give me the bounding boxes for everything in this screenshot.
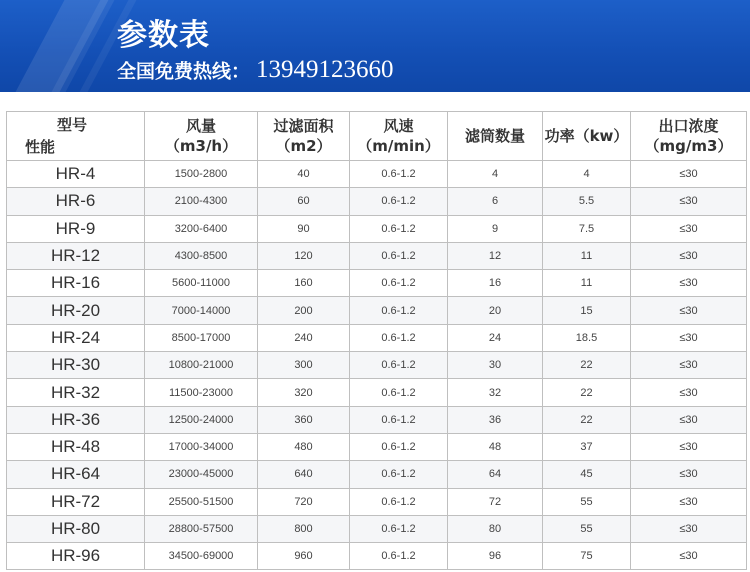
outlet-concentration-cell: ≤30 bbox=[631, 543, 747, 570]
power-cell: 18.5 bbox=[543, 324, 631, 351]
model-cell: HR-20 bbox=[7, 297, 145, 324]
power-cell: 4 bbox=[543, 161, 631, 188]
table-row bbox=[7, 242, 747, 269]
airflow-cell: 34500-69000 bbox=[145, 543, 258, 570]
filter-area-cell: 40 bbox=[258, 161, 350, 188]
airflow-header-label: 风量 bbox=[185, 117, 216, 135]
cartridge-count-cell: 9 bbox=[448, 215, 543, 242]
model-cell: HR-9 bbox=[7, 215, 145, 242]
filter-area-cell: 960 bbox=[258, 543, 350, 570]
model-cell: HR-72 bbox=[7, 488, 145, 515]
filter-area-cell: 480 bbox=[258, 433, 350, 460]
table-row bbox=[7, 488, 747, 515]
wind-speed-cell: 0.6-1.2 bbox=[350, 461, 448, 488]
outlet-concentration-cell: ≤30 bbox=[631, 297, 747, 324]
cartridge-count-header: 滤筒数量 bbox=[448, 112, 543, 161]
wind-speed-cell: 0.6-1.2 bbox=[350, 215, 448, 242]
power-header: 功率（kw） bbox=[543, 112, 631, 161]
model-cell: HR-64 bbox=[7, 461, 145, 488]
cartridge-count-cell: 6 bbox=[448, 188, 543, 215]
outlet-concentration-cell: ≤30 bbox=[631, 324, 747, 351]
table-row bbox=[7, 515, 747, 542]
table-row bbox=[7, 270, 747, 297]
filter-area-cell: 360 bbox=[258, 406, 350, 433]
spec-table bbox=[6, 111, 747, 570]
airflow-cell: 4300-8500 bbox=[145, 242, 258, 269]
cartridge-count-cell: 20 bbox=[448, 297, 543, 324]
airflow-header-unit: （m3/h） bbox=[164, 137, 238, 155]
model-cell: HR-36 bbox=[7, 406, 145, 433]
filter-area-cell: 320 bbox=[258, 379, 350, 406]
outlet-concentration-cell: ≤30 bbox=[631, 215, 747, 242]
power-cell: 45 bbox=[543, 461, 631, 488]
filter-area-cell: 720 bbox=[258, 488, 350, 515]
airflow-cell: 11500-23000 bbox=[145, 379, 258, 406]
filter-area-cell: 200 bbox=[258, 297, 350, 324]
hotline bbox=[117, 56, 394, 84]
wind-speed-header-label: 风速 bbox=[383, 117, 414, 135]
outlet-concentration-cell: ≤30 bbox=[631, 188, 747, 215]
wind-speed-cell: 0.6-1.2 bbox=[350, 188, 448, 215]
cartridge-count-cell: 4 bbox=[448, 161, 543, 188]
cartridge-count-cell: 48 bbox=[448, 433, 543, 460]
filter-area-header-unit: （m2） bbox=[275, 137, 332, 155]
outlet-concentration-cell: ≤30 bbox=[631, 461, 747, 488]
cartridge-count-cell: 32 bbox=[448, 379, 543, 406]
filter-area-cell: 60 bbox=[258, 188, 350, 215]
outlet-header-unit: （mg/m3） bbox=[644, 137, 733, 155]
airflow-cell: 7000-14000 bbox=[145, 297, 258, 324]
corner-header bbox=[7, 112, 145, 161]
airflow-cell: 3200-6400 bbox=[145, 215, 258, 242]
table-row bbox=[7, 324, 747, 351]
outlet-header-label: 出口浓度 bbox=[658, 117, 719, 135]
model-cell: HR-4 bbox=[7, 161, 145, 188]
wind-speed-cell: 0.6-1.2 bbox=[350, 352, 448, 379]
model-cell: HR-6 bbox=[7, 188, 145, 215]
airflow-cell: 17000-34000 bbox=[145, 433, 258, 460]
filter-area-cell: 800 bbox=[258, 515, 350, 542]
model-header: 型号 bbox=[57, 116, 88, 134]
cartridge-count-cell: 96 bbox=[448, 543, 543, 570]
power-cell: 37 bbox=[543, 433, 631, 460]
filter-area-cell: 300 bbox=[258, 352, 350, 379]
outlet-concentration-cell: ≤30 bbox=[631, 270, 747, 297]
hotline-label: 全国免费热线： bbox=[117, 60, 251, 83]
wind-speed-cell: 0.6-1.2 bbox=[350, 515, 448, 542]
wind-speed-cell: 0.6-1.2 bbox=[350, 297, 448, 324]
airflow-cell: 1500-2800 bbox=[145, 161, 258, 188]
power-cell: 55 bbox=[543, 515, 631, 542]
power-cell: 11 bbox=[543, 242, 631, 269]
power-cell: 22 bbox=[543, 352, 631, 379]
wind-speed-cell: 0.6-1.2 bbox=[350, 406, 448, 433]
outlet-concentration-header bbox=[631, 112, 747, 161]
cartridge-count-cell: 72 bbox=[448, 488, 543, 515]
power-cell: 15 bbox=[543, 297, 631, 324]
filter-area-cell: 160 bbox=[258, 270, 350, 297]
outlet-concentration-cell: ≤30 bbox=[631, 406, 747, 433]
cartridge-count-cell: 80 bbox=[448, 515, 543, 542]
wind-speed-cell: 0.6-1.2 bbox=[350, 379, 448, 406]
wind-speed-cell: 0.6-1.2 bbox=[350, 242, 448, 269]
airflow-cell: 23000-45000 bbox=[145, 461, 258, 488]
airflow-cell: 5600-11000 bbox=[145, 270, 258, 297]
model-cell: HR-30 bbox=[7, 352, 145, 379]
wind-speed-cell: 0.6-1.2 bbox=[350, 161, 448, 188]
table-row bbox=[7, 188, 747, 215]
table-row bbox=[7, 215, 747, 242]
wind-speed-cell: 0.6-1.2 bbox=[350, 324, 448, 351]
model-cell: HR-12 bbox=[7, 242, 145, 269]
cartridge-count-cell: 16 bbox=[448, 270, 543, 297]
filter-area-header bbox=[258, 112, 350, 161]
power-cell: 22 bbox=[543, 379, 631, 406]
header-banner bbox=[0, 0, 750, 92]
outlet-concentration-cell: ≤30 bbox=[631, 352, 747, 379]
outlet-concentration-cell: ≤30 bbox=[631, 433, 747, 460]
cartridge-count-cell: 36 bbox=[448, 406, 543, 433]
table-row bbox=[7, 433, 747, 460]
airflow-cell: 28800-57500 bbox=[145, 515, 258, 542]
model-cell: HR-48 bbox=[7, 433, 145, 460]
airflow-cell: 8500-17000 bbox=[145, 324, 258, 351]
model-cell: HR-24 bbox=[7, 324, 145, 351]
wind-speed-cell: 0.6-1.2 bbox=[350, 433, 448, 460]
wind-speed-header-unit: （m/min） bbox=[357, 137, 440, 155]
cartridge-count-cell: 12 bbox=[448, 242, 543, 269]
spec-table-container bbox=[6, 111, 746, 570]
wind-speed-cell: 0.6-1.2 bbox=[350, 488, 448, 515]
outlet-concentration-cell: ≤30 bbox=[631, 515, 747, 542]
table-row bbox=[7, 297, 747, 324]
filter-area-header-label: 过滤面积 bbox=[273, 117, 334, 135]
airflow-cell: 2100-4300 bbox=[145, 188, 258, 215]
page-title: 参数表 bbox=[117, 18, 210, 53]
table-row bbox=[7, 461, 747, 488]
model-cell: HR-80 bbox=[7, 515, 145, 542]
table-row bbox=[7, 379, 747, 406]
table-row bbox=[7, 161, 747, 188]
filter-area-cell: 90 bbox=[258, 215, 350, 242]
airflow-cell: 10800-21000 bbox=[145, 352, 258, 379]
model-cell: HR-32 bbox=[7, 379, 145, 406]
table-row bbox=[7, 352, 747, 379]
outlet-concentration-cell: ≤30 bbox=[631, 379, 747, 406]
wind-speed-header bbox=[350, 112, 448, 161]
airflow-header bbox=[145, 112, 258, 161]
outlet-concentration-cell: ≤30 bbox=[631, 488, 747, 515]
cartridge-count-cell: 64 bbox=[448, 461, 543, 488]
wind-speed-cell: 0.6-1.2 bbox=[350, 270, 448, 297]
outlet-concentration-cell: ≤30 bbox=[631, 242, 747, 269]
power-cell: 75 bbox=[543, 543, 631, 570]
performance-header: 性能 bbox=[25, 138, 56, 156]
cartridge-count-cell: 24 bbox=[448, 324, 543, 351]
model-cell: HR-16 bbox=[7, 270, 145, 297]
wind-speed-cell: 0.6-1.2 bbox=[350, 543, 448, 570]
airflow-cell: 12500-24000 bbox=[145, 406, 258, 433]
outlet-concentration-cell: ≤30 bbox=[631, 161, 747, 188]
filter-area-cell: 240 bbox=[258, 324, 350, 351]
filter-area-cell: 120 bbox=[258, 242, 350, 269]
power-cell: 7.5 bbox=[543, 215, 631, 242]
power-cell: 11 bbox=[543, 270, 631, 297]
power-cell: 5.5 bbox=[543, 188, 631, 215]
cartridge-count-cell: 30 bbox=[448, 352, 543, 379]
filter-area-cell: 640 bbox=[258, 461, 350, 488]
table-row bbox=[7, 406, 747, 433]
power-cell: 22 bbox=[543, 406, 631, 433]
power-cell: 55 bbox=[543, 488, 631, 515]
table-row bbox=[7, 543, 747, 570]
table-header-row bbox=[7, 112, 747, 161]
airflow-cell: 25500-51500 bbox=[145, 488, 258, 515]
model-cell: HR-96 bbox=[7, 543, 145, 570]
hotline-number: 13949123660 bbox=[256, 56, 394, 83]
